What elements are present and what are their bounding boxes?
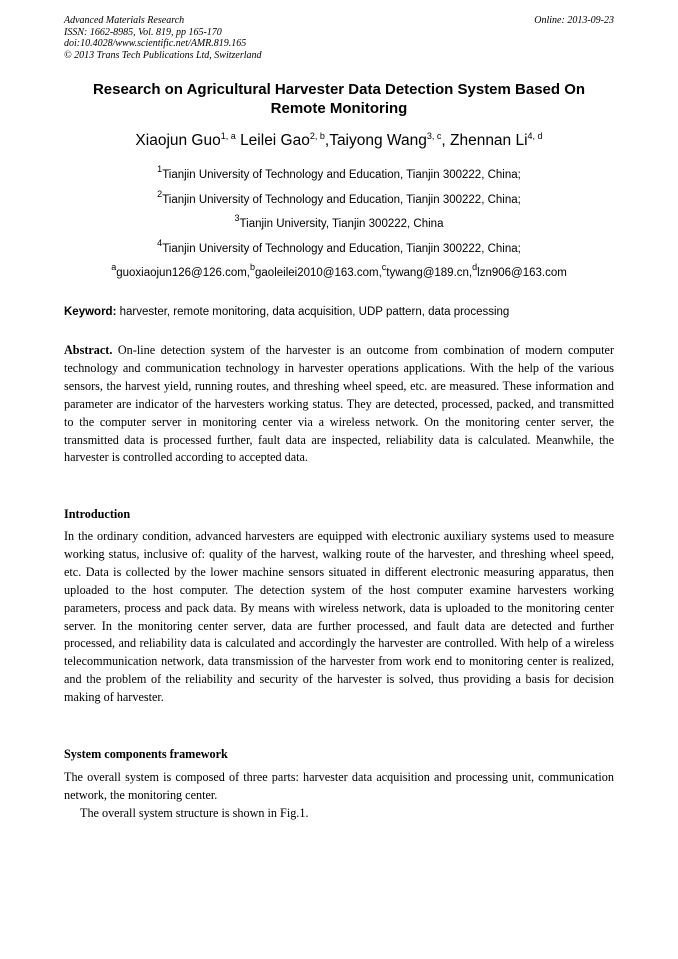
author-separator: , (441, 132, 450, 149)
paper-title (64, 80, 614, 118)
abstract-paragraph (64, 342, 614, 467)
email-b: gaoleilei2010@163.com, (255, 267, 382, 279)
journal-info (64, 15, 262, 61)
author-sup: 4, d (527, 131, 543, 141)
email-sup: b (250, 262, 256, 272)
author-sup: 1, a (220, 131, 236, 141)
email-a: guoxiaojun126@126.com, (116, 267, 250, 279)
author-name: Zhennan Li (449, 132, 528, 149)
email-sup: c (381, 262, 387, 272)
keyword-line (64, 305, 614, 319)
journal-header (64, 15, 614, 61)
online-date: Online: 2013-09-23 (534, 15, 614, 26)
introduction-paragraph: In the ordinary condition, advanced harvesters are equipped with electronic auxiliary systems used to measure working status, inclusive of: quality of the harvest, walking route of the harvester, and threshing wheel speed, etc. Data is collected by the lower machine sensors situated in different electronic measuring apparatus, then uploaded to the host computer. The detection system of the host computer examine harvesters working parameters, process and pack data. By means with wireless network, data is uploaded to the monitoring center server. In the monitoring center server, data are further processed, and fault data are detected and further processed, and reliability data is calculated and accordingly the harvester are controlled. With help of a wireless telecommunication network, data transmission of the harvester from work end to monitoring center is realized, and the problem of the reliability and security of the harvester is solved, thus providing a basis for decision making of harvester. (64, 529, 614, 705)
email-sup: d (472, 262, 478, 272)
title-line-1: Research on Agricultural Harvester Data Detection System Based On (92, 81, 586, 98)
author-separator: , (324, 132, 330, 149)
email-line (64, 262, 614, 280)
framework-text-1: The overall system is composed of three parts: harvester data acquisition and processing unit, communication network, the monitoring center. (64, 770, 614, 802)
affiliation-text: Tianjin University of Technology and Education, Tianjin 300222, China; (162, 243, 521, 255)
journal-doi: doi:10.4028/www.scientific.net/AMR.819.165 (64, 38, 247, 49)
affiliation-2 (64, 189, 614, 207)
author-sup: 3, c (426, 131, 442, 141)
author-sup: 2, b (309, 131, 325, 141)
email-d: lzn906@163.com (477, 267, 567, 279)
journal-copyright: © 2013 Trans Tech Publications Ltd, Switzerland (64, 49, 262, 61)
abstract-label: Abstract. (64, 343, 113, 357)
affiliation-sup: 1 (157, 164, 163, 174)
framework-text-2: The overall system structure is shown in Fig.1. (80, 805, 309, 820)
affiliation-4 (64, 238, 614, 256)
journal-name: Advanced Materials Research (64, 15, 185, 26)
abstract-text: On-line detection system of the harvester is an outcome from combination of modern computer technology and communication technology in harvester operations applications. With the help of the various sensors, the harvest yield, running routes, and threshing wheel speed, etc. are measured. These information and parameter are indicator of the harvesters working status. They are detected, processed, packed, and transmitted to the computer server in monitoring center via a wireless network. On the monitoring center server, the transmitted data is processed further, fault data are inspected, reliability data is calculated. Meanwhile, the harvester is controlled according to accepted data. (64, 343, 614, 465)
author-name: Taiyong Wang (329, 132, 427, 149)
affiliation-3 (64, 213, 614, 231)
framework-heading: System components framework (64, 747, 228, 761)
author-list (64, 131, 614, 151)
affiliation-text: Tianjin University, Tianjin 300222, China (239, 218, 444, 230)
affiliation-text: Tianjin University of Technology and Education, Tianjin 300222, China; (162, 194, 521, 206)
keyword-label: Keyword: (64, 306, 117, 318)
keyword-text: harvester, remote monitoring, data acquisition, UDP pattern, data processing (116, 306, 510, 318)
title-line-2: Remote Monitoring (270, 100, 408, 117)
author-name: Leilei Gao (240, 132, 310, 149)
introduction-heading: Introduction (64, 507, 131, 521)
affiliation-sup: 4 (157, 238, 163, 248)
affiliation-sup: 3 (234, 213, 240, 223)
author-name: Xiaojun Guo (135, 132, 221, 149)
email-c: tywang@189.cn, (386, 267, 473, 279)
affiliation-text: Tianjin University of Technology and Education, Tianjin 300222, China; (162, 169, 521, 181)
affiliation-sup: 2 (157, 189, 163, 199)
email-sup: a (111, 262, 117, 272)
journal-issn: ISSN: 1662-8985, Vol. 819, pp 165-170 (64, 26, 222, 38)
framework-paragraph (64, 769, 614, 823)
affiliation-1 (64, 164, 614, 182)
